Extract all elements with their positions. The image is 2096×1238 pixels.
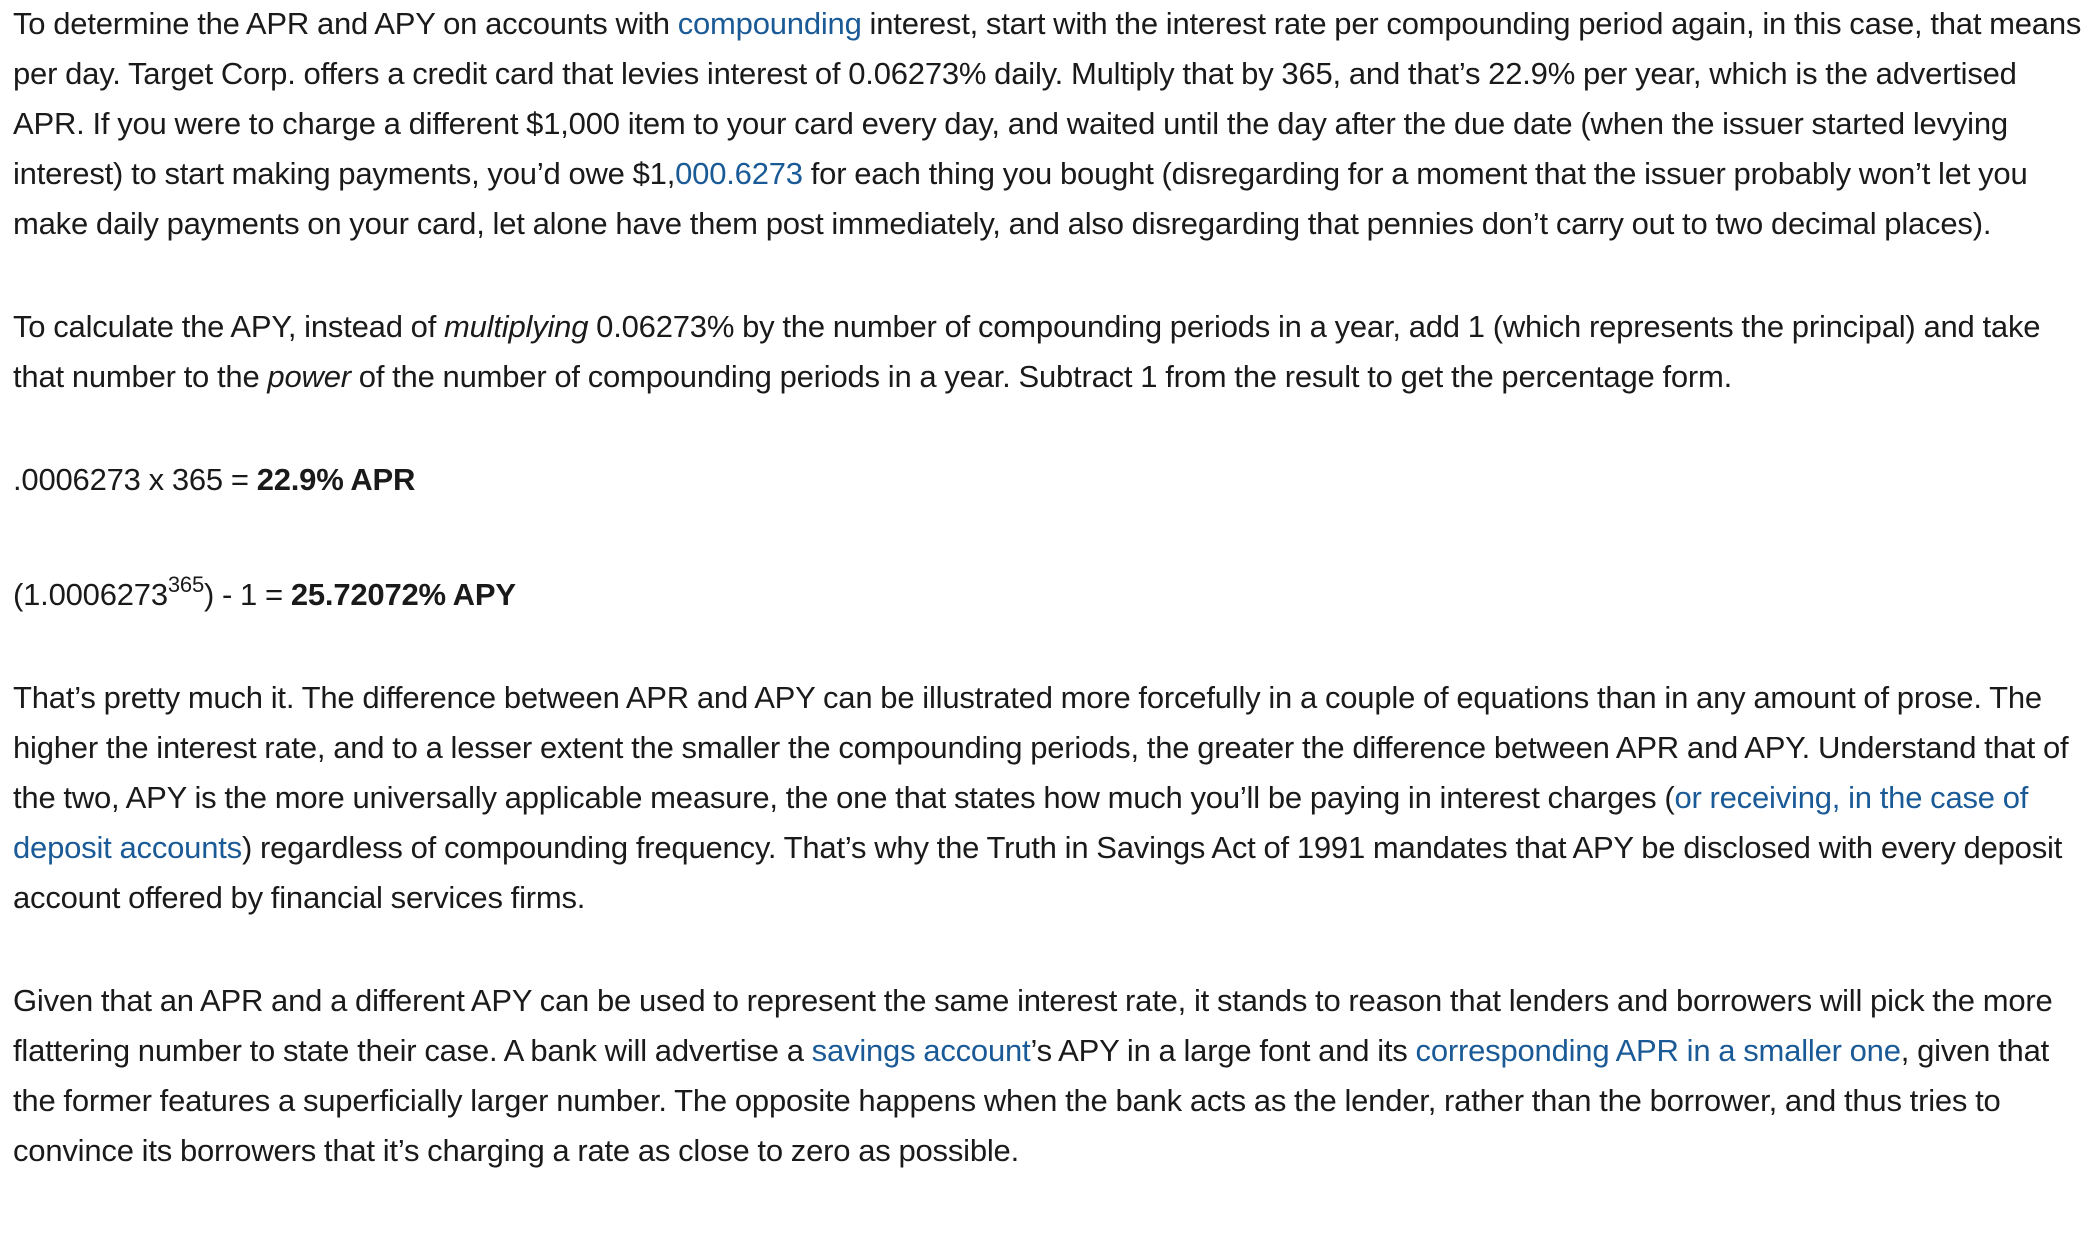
paragraph-text: That’s pretty much it. The difference between APR and APY can be illustrated more forcefully in a couple of equations than in any amount of prose. The higher the interest rate, and to a lesser extent the smaller the compounding periods, the greater the difference between APR and APY. Understand that of the two, APY is the more universally applicable measure, the one that states how much you’ll be paying in interest charges (	[13, 680, 2069, 815]
corresponding-apr-link[interactable]: corresponding APR in a smaller one	[1415, 1033, 1901, 1068]
formula-exponent: 365	[167, 571, 204, 597]
paragraph-apr-apy-intro	[13, 0, 2087, 249]
paragraph-apy-calculation	[13, 302, 2087, 402]
paragraph-flattering-number	[13, 976, 2087, 1176]
emphasis-multiplying: multiplying	[444, 309, 589, 344]
paragraph-text: , given that the former features a superficially larger number. The opposite happens when the bank acts as the lender, rather than the borrower, and thus tries to convince its borrowers that it’s charging a rate as close to zero as possible.	[13, 1033, 2050, 1168]
amount-owed-link[interactable]: 000.6273	[675, 156, 803, 191]
formula-apy	[13, 570, 2087, 620]
paragraph-text: of the number of compounding periods in a year. Subtract 1 from the result to get the percentage form.	[350, 359, 1733, 394]
emphasis-power: power	[267, 359, 351, 394]
paragraph-text: To determine the APR and APY on accounts with	[13, 6, 678, 41]
savings-account-link[interactable]: savings account	[811, 1033, 1031, 1068]
paragraph-text: interest, start with the interest rate per compounding period again, in this case, that means per day. Target Corp. offers a credit card that levies interest of 0.06273% daily. Multiply that by 365, and that’s 22.9% per year, which is the advertised APR. If you were to charge a different $1,000 item to your card every day, and waited until the day after the due date (when the issuer started levying interest) to start making payments, you’d owe $1,	[13, 6, 2082, 191]
deposit-accounts-link[interactable]: or receiving, in the case of deposit accounts	[13, 780, 2029, 865]
paragraph-difference	[13, 673, 2087, 923]
paragraph-text: Given that an APR and a different APY can be used to represent the same interest rate, it stands to reason that lenders and borrowers will pick the more flattering number to state their case. A bank will advertise a	[13, 983, 2053, 1068]
formula-expression: .0006273 x 365 =	[13, 462, 257, 497]
formula-expression: ) - 1 =	[203, 577, 291, 612]
paragraph-text: 0.06273% by the number of compounding periods in a year, add 1 (which represents the principal) and take that number to the	[13, 309, 2041, 394]
formula-result-apy: 25.72072% APY	[290, 577, 516, 612]
article-body	[13, 0, 2087, 1176]
paragraph-text: for each thing you bought (disregarding for a moment that the issuer probably won’t let you make daily payments on your card, let alone have them post immediately, and also disregarding that pennies don’t carry out to two decimal places).	[13, 156, 2028, 241]
paragraph-text: ) regardless of compounding frequency. That’s why the Truth in Savings Act of 1991 mandates that APY be disclosed with every deposit account offered by financial services firms.	[13, 830, 2063, 915]
paragraph-text: ’s APY in a large font and its	[1030, 1033, 1416, 1068]
formula-base: (1.0006273	[13, 577, 168, 612]
formula-apr	[13, 455, 2087, 505]
formula-result-apr: 22.9% APR	[256, 462, 416, 497]
paragraph-text: To calculate the APY, instead of	[13, 309, 445, 344]
compounding-link[interactable]: compounding	[677, 6, 862, 41]
